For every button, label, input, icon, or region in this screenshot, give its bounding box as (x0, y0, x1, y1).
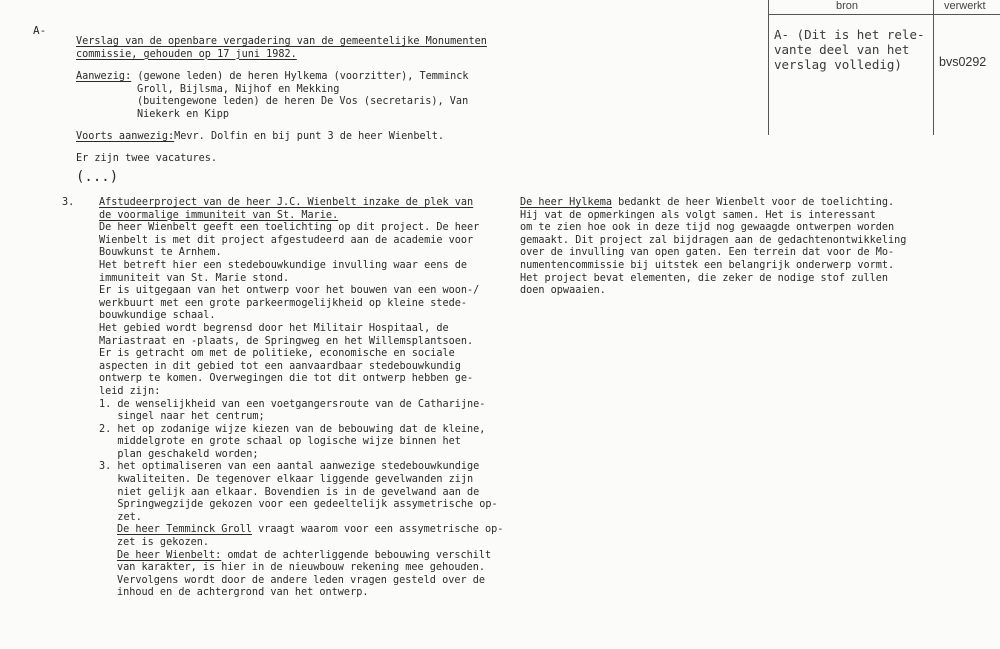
header-rule (768, 14, 1000, 15)
source-note (774, 27, 925, 72)
text-line: Het gebied wordt begrensd door het Militair Hospitaal, de (99, 322, 449, 334)
also-present-label: Voorts aanwezig: (76, 131, 175, 142)
text-line: werkbuurt met een grote parkeermogelijkheid op kleine stede- (99, 297, 468, 309)
text-line: Springwegzijde gekozen voor een gedeeltelijk assymetrische op- (99, 499, 498, 511)
text-line: Mariastraat en -plaats, de Springweg en het Willemsplantsoen. (99, 335, 474, 347)
omission-marker: (...) (76, 169, 119, 185)
text-line: plan geschakeld worden; (99, 448, 259, 460)
vacancies-note: Er zijn twee vacatures. (76, 153, 218, 164)
column-label-bron: bron (836, 0, 859, 12)
attendance-line: Niekerk en Kipp (137, 108, 230, 120)
margin-mark: A- (33, 24, 47, 37)
speaker-text: van karakter, is hier in de nieuwbouw rekening mee gehouden. (117, 562, 486, 574)
agenda-item-left-column (99, 197, 503, 600)
text-line: singel naar het centrum; (99, 411, 265, 423)
agenda-item-title: de voormalige immuniteit van St. Marie. (99, 209, 339, 221)
text-line: kwaliteiten. De tegenover elkaar liggende gevelwanden zijn (99, 474, 474, 486)
attendance-label: Aanwezig: (76, 71, 132, 82)
speaker-text: vraagt waarom voor een assymetrische op- (251, 524, 504, 536)
also-present (76, 131, 444, 144)
text-line: aspecten in dit gebied tot een aanvaardbaar stedebouwkundig (99, 360, 461, 372)
source-note-line: verslag volledig) (774, 57, 902, 72)
text-line: ontwerp te komen. Overwegingen die tot dit ontwerp hebben ge- (99, 373, 474, 385)
also-present-text: Mevr. Dolfin en bij punt 3 de heer Wienbelt. (174, 131, 445, 142)
text-line: middelgrote en grote schaal op logische wijze binnen het (99, 436, 461, 448)
speaker-name: De heer Wienbelt: (117, 549, 222, 561)
discussion-replies (99, 524, 503, 600)
text-line: Het betreft hier een stedebouwkundige invulling waar eens de (99, 259, 468, 271)
document-code: bvs0292 (939, 55, 987, 69)
agenda-item-number: 3. (62, 197, 75, 208)
speaker-text: Vervolgens wordt door de andere leden vragen gesteld over de (117, 574, 486, 586)
text-line: Wienbelt is met dit project afgestudeerd aan de academie voor (99, 234, 474, 246)
speaker-text: omdat de achterliggende bebouwing verschilt (221, 549, 492, 561)
text-line: immuniteit van St. Marie stond. (99, 272, 290, 284)
text-line: Er is getracht om met de politieke, economische en sociale (99, 348, 455, 360)
column-label-verwerkt: verwerkt (944, 0, 986, 12)
text-line: niet gelijk aan elkaar. Bovendien is in de gevelwand aan de (99, 486, 480, 498)
text-line: Bouwkunst te Arnhem. (99, 247, 222, 259)
text-line: over de invulling van open gaten. Een terrein dat voor de Mo- (520, 247, 895, 259)
header-divider-middle (933, 0, 934, 135)
text-line: doen opwaaien. (520, 285, 606, 297)
source-note-line: A- (Dit is het rele- (774, 27, 925, 42)
document-title (76, 36, 487, 61)
text-line: Er is uitgegaan van het ontwerp voor het bouwen van een woon-/ (99, 285, 480, 297)
text-line: 2. het op zodanige wijze kiezen van de bebouwing dat de kleine, (99, 423, 486, 435)
text-line: Hij vat de opmerkingen als volgt samen. Het is interessant (520, 209, 876, 221)
text-line: 3. het optimaliseren van een aantal aanwezige stedebouwkundige (99, 461, 480, 473)
title-line: commissie, gehouden op 17 juni 1982. (76, 48, 297, 60)
text-line: gemaakt. Dit project zal bijdragen aan de gedachtenontwikkeling (520, 234, 907, 246)
agenda-item-right-column (520, 197, 906, 298)
text-line: Het project bevat elementen, die zeker de nodige stof zullen (520, 272, 889, 284)
text-line: zet. (99, 511, 142, 523)
text-line: leid zijn: (99, 385, 161, 397)
agenda-item-title: Afstudeerproject van de heer J.C. Wienbelt inzake de plek van (99, 197, 474, 208)
text-line: numentencommissie bij uitstek een belangrijk onderwerp vormt. (520, 259, 895, 271)
text-line: De heer Wienbelt geeft een toelichting op dit project. De heer (99, 222, 480, 234)
speaker-text: bedankt de heer Wienbelt voor de toelichting. (612, 197, 895, 208)
title-line: Verslag van de openbare vergadering van de gemeentelijke Monumenten (76, 36, 487, 47)
discussion-text (99, 222, 503, 524)
attendance-block (76, 71, 469, 121)
attendance-line: Groll, Bijlsma, Nijhof en Mekking (137, 83, 340, 95)
text-line: bouwkundige schaal. (99, 310, 216, 322)
speaker-name: De heer Hylkema (520, 197, 613, 208)
speaker-text: zet is gekozen. (117, 537, 210, 549)
speaker-text: inhoud en de achtergrond van het ontwerp. (117, 587, 369, 599)
text-line: 1. de wenselijkheid van een voetgangersroute van de Catharijne- (99, 398, 486, 410)
summary-text (520, 210, 906, 298)
attendance-text: (gewone leden) de heren Hylkema (voorzitter), Temminck (131, 71, 469, 82)
text-line: om te zien hoe ook in deze tijd nog gewaagde ontwerpen worden (520, 222, 895, 234)
speaker-name: De heer Temminck Groll (117, 524, 252, 536)
source-note-line: vante deel van het (774, 42, 910, 57)
header-divider-left (768, 0, 769, 135)
attendance-line: (buitengewone leden) de heren De Vos (secretaris), Van (137, 96, 469, 108)
